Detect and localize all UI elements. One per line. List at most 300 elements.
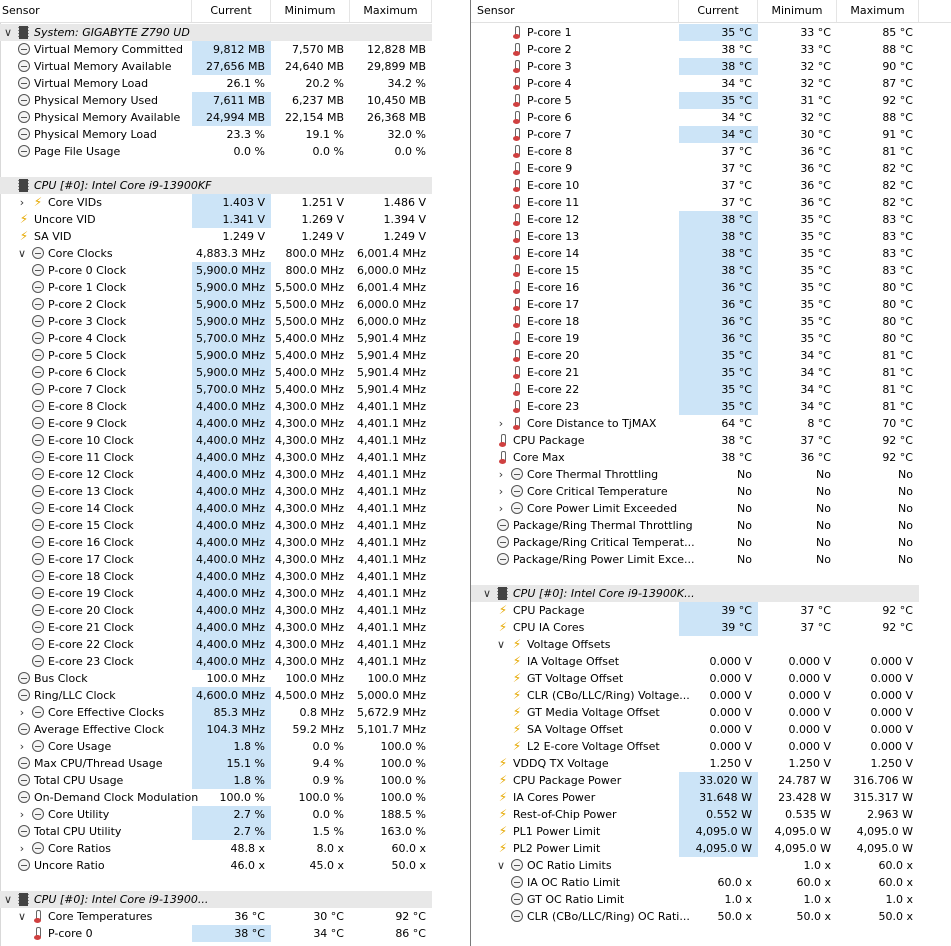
minimum-value: 30 °C — [313, 910, 344, 923]
bolt-icon: ⚡ — [498, 756, 508, 770]
maximum-value: 82 °C — [882, 179, 913, 192]
sensor-name-cell — [0, 483, 192, 500]
row-spacer — [471, 568, 919, 585]
current-value: 15.1 % — [192, 755, 271, 772]
expand-chevron-icon[interactable]: › — [498, 502, 504, 515]
maximum-value: 4,401.1 MHz — [356, 638, 426, 651]
sensor-row[interactable] — [0, 92, 432, 109]
current-value: 1.249 V — [222, 230, 265, 243]
sensor-row[interactable] — [471, 738, 919, 755]
sensor-row[interactable] — [0, 738, 432, 755]
therm-icon — [511, 43, 523, 56]
header-current[interactable]: Current — [679, 0, 758, 22]
sensor-row[interactable] — [0, 245, 432, 262]
minimum-value: 4,300.0 MHz — [274, 655, 344, 668]
maximum-value: 0.000 V — [870, 655, 913, 668]
minimum-value: 5,500.0 MHz — [274, 281, 344, 294]
clock-icon — [32, 604, 44, 616]
sensor-row[interactable] — [471, 806, 919, 823]
maximum-value: 5,901.4 MHz — [356, 383, 426, 396]
sensor-row[interactable] — [0, 194, 432, 211]
maximum-value: 6,001.4 MHz — [356, 247, 426, 260]
expand-chevron-icon[interactable]: › — [19, 706, 25, 719]
header-sensor[interactable]: Sensor — [471, 0, 679, 22]
therm-icon — [511, 179, 523, 192]
minimum-value: 0.000 V — [788, 655, 831, 668]
maximum-value: No — [898, 485, 913, 498]
minimum-value: 23.428 W — [778, 791, 831, 804]
sensor-row[interactable] — [471, 211, 919, 228]
maximum-value: 1.250 V — [870, 757, 913, 770]
bolt-icon: ⚡ — [498, 824, 508, 838]
maximum-value: 0.000 V — [870, 689, 913, 702]
current-value: 0.000 V — [709, 689, 752, 702]
minimum-value: 5,500.0 MHz — [274, 315, 344, 328]
sensor-row[interactable] — [471, 262, 919, 279]
sensor-row[interactable] — [0, 279, 432, 296]
sensor-row[interactable] — [0, 483, 432, 500]
sensor-row[interactable] — [471, 619, 919, 636]
clock-icon — [511, 910, 523, 922]
sensor-row[interactable] — [471, 75, 919, 92]
header-maximum[interactable]: Maximum — [837, 0, 919, 22]
current-value: 35 °C — [679, 347, 758, 364]
maximum-value: 1.249 V — [383, 230, 426, 243]
clock-icon — [497, 536, 509, 548]
sensor-row[interactable] — [471, 330, 919, 347]
sensor-group-header[interactable] — [471, 585, 919, 602]
expand-chevron-icon[interactable]: › — [19, 196, 25, 209]
sensor-row[interactable] — [471, 755, 919, 772]
sensor-row[interactable] — [471, 126, 919, 143]
bolt-icon: ⚡ — [498, 807, 508, 821]
expand-chevron-icon[interactable]: › — [19, 740, 25, 753]
collapse-chevron-icon[interactable]: ∨ — [3, 893, 13, 906]
minimum-value: 33 °C — [800, 43, 831, 56]
sensor-name-cell — [0, 823, 192, 840]
sensor-label: Core Distance to TjMAX — [527, 417, 657, 430]
minimum-value: 45.0 x — [309, 859, 344, 872]
maximum-value: 100.0 % — [380, 774, 426, 787]
maximum-value: 88 °C — [882, 43, 913, 56]
current-value: 34 °C — [679, 126, 758, 143]
sensor-row[interactable] — [0, 262, 432, 279]
sensor-label: CPU Package Power — [513, 774, 622, 787]
sensor-name-cell — [0, 296, 192, 313]
header-minimum[interactable]: Minimum — [758, 0, 837, 22]
maximum-value: 4,095.0 W — [856, 825, 913, 838]
sensor-row[interactable] — [0, 228, 432, 245]
current-value: 37 °C — [721, 179, 752, 192]
sensor-label: Core Clocks — [48, 247, 113, 260]
maximum-value: 4,401.1 MHz — [356, 553, 426, 566]
sensor-name-cell — [0, 177, 212, 194]
sensor-row[interactable] — [471, 636, 919, 653]
sensor-row[interactable] — [0, 755, 432, 772]
sensor-group-header[interactable] — [0, 24, 432, 41]
current-value: 36 °C — [679, 313, 758, 330]
maximum-value: 4,401.1 MHz — [356, 621, 426, 634]
sensor-label: P-core 0 Clock — [48, 264, 127, 277]
clock-icon — [32, 315, 44, 327]
sensor-name-cell — [471, 313, 679, 330]
sensor-row[interactable] — [471, 687, 919, 704]
minimum-value: 0.0 % — [312, 145, 344, 158]
minimum-value: 7,570 MB — [291, 43, 344, 56]
sensor-label: E-core 13 Clock — [48, 485, 134, 498]
sensor-row[interactable] — [471, 908, 919, 925]
sensor-name-cell — [0, 840, 192, 857]
sensor-name-cell — [471, 857, 679, 874]
sensor-row[interactable] — [0, 908, 432, 925]
clock-icon — [18, 791, 30, 803]
sensor-label: P-core 7 Clock — [48, 383, 127, 396]
sensor-row[interactable] — [0, 585, 432, 602]
clock-icon — [32, 451, 44, 463]
sensor-row[interactable] — [0, 568, 432, 585]
current-value: 27,656 MB — [192, 58, 271, 75]
clock-icon — [18, 145, 30, 157]
maximum-value: 32.0 % — [387, 128, 426, 141]
current-value: 38 °C — [721, 451, 752, 464]
sensor-row[interactable] — [0, 432, 432, 449]
minimum-value: 35 °C — [800, 213, 831, 226]
minimum-value: 0.535 W — [785, 808, 831, 821]
maximum-value: 5,000.0 MHz — [356, 689, 426, 702]
maximum-value: 60.0 x — [878, 876, 913, 889]
sensor-name-cell — [471, 517, 693, 534]
sensor-row[interactable] — [471, 143, 919, 160]
minimum-value: 0.000 V — [788, 689, 831, 702]
sensor-row[interactable] — [0, 619, 432, 636]
collapse-chevron-icon[interactable]: ∨ — [496, 638, 506, 651]
header-current[interactable]: Current — [192, 0, 271, 22]
bolt-icon: ⚡ — [498, 620, 508, 634]
clock-icon — [497, 553, 509, 565]
chip-icon — [18, 179, 30, 192]
sensor-name-cell — [471, 874, 679, 891]
sensor-row[interactable] — [0, 670, 432, 687]
sensor-row[interactable] — [471, 41, 919, 58]
sensor-row[interactable] — [0, 653, 432, 670]
sensor-name-cell — [471, 92, 679, 109]
clock-icon — [511, 485, 523, 497]
sensor-label: Bus Clock — [34, 672, 88, 685]
collapse-chevron-icon[interactable]: ∨ — [482, 587, 492, 600]
current-value: 4,400.0 MHz — [192, 517, 271, 534]
sensor-row[interactable] — [0, 415, 432, 432]
sensor-name-cell — [471, 449, 679, 466]
expand-chevron-icon[interactable]: › — [19, 842, 25, 855]
minimum-value: 5,400.0 MHz — [274, 349, 344, 362]
sensor-row[interactable] — [0, 41, 432, 58]
minimum-value: 35 °C — [800, 332, 831, 345]
sensor-row[interactable] — [471, 398, 919, 415]
sensor-row[interactable] — [471, 92, 919, 109]
clock-icon — [32, 468, 44, 480]
sensor-label: IA Voltage Offset — [527, 655, 620, 668]
sensor-name-cell — [471, 262, 679, 279]
sensor-row[interactable] — [0, 398, 432, 415]
sensor-row[interactable] — [471, 466, 919, 483]
sensor-name-cell — [471, 670, 679, 687]
sensor-name-cell — [471, 687, 690, 704]
sensor-row[interactable] — [471, 58, 919, 75]
collapse-chevron-icon[interactable]: ∨ — [17, 247, 27, 260]
clock-icon — [18, 723, 30, 735]
sensor-row[interactable] — [471, 296, 919, 313]
sensor-row[interactable] — [471, 449, 919, 466]
sensor-row[interactable] — [471, 534, 919, 551]
sensor-name-cell — [471, 653, 679, 670]
sensor-name-cell — [471, 126, 679, 143]
current-value: 39 °C — [679, 619, 758, 636]
sensor-label: Core Max — [513, 451, 565, 464]
minimum-value: 1.269 V — [301, 213, 344, 226]
sensor-label: E-core 19 — [527, 332, 580, 345]
sensor-label: E-core 12 Clock — [48, 468, 134, 481]
sensor-name-cell — [0, 687, 192, 704]
sensor-label: Rest-of-Chip Power — [513, 808, 617, 821]
sensor-row[interactable] — [471, 228, 919, 245]
sensor-row[interactable] — [471, 109, 919, 126]
sensor-name-cell — [0, 143, 192, 160]
expand-chevron-icon[interactable]: › — [498, 468, 504, 481]
expand-chevron-icon[interactable]: › — [498, 417, 504, 430]
sensor-group-header[interactable] — [0, 177, 432, 194]
sensor-row[interactable] — [471, 653, 919, 670]
current-value: 7,611 MB — [192, 92, 271, 109]
sensor-row[interactable] — [0, 381, 432, 398]
current-value: 0.000 V — [709, 655, 752, 668]
sensor-name-cell — [471, 704, 679, 721]
sensor-label: E-core 16 — [527, 281, 580, 294]
sensor-row[interactable] — [0, 126, 432, 143]
sensor-row[interactable] — [471, 415, 919, 432]
header-minimum[interactable]: Minimum — [271, 0, 350, 22]
maximum-value: 34.2 % — [387, 77, 426, 90]
sensor-row[interactable] — [471, 602, 919, 619]
sensor-row[interactable] — [0, 704, 432, 721]
expand-chevron-icon[interactable]: › — [498, 485, 504, 498]
clock-icon — [32, 383, 44, 395]
sensor-name-cell — [0, 313, 192, 330]
sensor-row[interactable] — [0, 517, 432, 534]
minimum-value: 1.250 V — [788, 757, 831, 770]
sensor-name-cell — [0, 789, 199, 806]
sensor-label: P-core 2 Clock — [48, 298, 127, 311]
sensor-row[interactable] — [0, 823, 432, 840]
expand-chevron-icon[interactable]: › — [19, 808, 25, 821]
sensor-row[interactable] — [471, 517, 919, 534]
sensor-name-cell — [0, 670, 192, 687]
sensor-row[interactable] — [471, 772, 919, 789]
sensor-row[interactable] — [0, 534, 432, 551]
sensor-row[interactable] — [471, 279, 919, 296]
minimum-value: 35 °C — [800, 264, 831, 277]
sensor-pane-left[interactable] — [0, 0, 432, 946]
current-value: 2.7 % — [192, 823, 271, 840]
maximum-value: 92 °C — [882, 604, 913, 617]
current-value: 26.1 % — [226, 77, 265, 90]
sensor-row[interactable] — [0, 211, 432, 228]
maximum-value: 80 °C — [882, 332, 913, 345]
current-value: 39 °C — [679, 602, 758, 619]
sensor-name-cell — [471, 483, 679, 500]
sensor-row[interactable] — [0, 109, 432, 126]
header-maximum[interactable]: Maximum — [350, 0, 432, 22]
minimum-value: No — [816, 553, 831, 566]
sensor-name-cell — [0, 58, 192, 75]
sensor-row[interactable] — [0, 75, 432, 92]
sensor-label: P-core 3 Clock — [48, 315, 127, 328]
current-value: 34 °C — [721, 111, 752, 124]
sensor-row[interactable] — [471, 160, 919, 177]
sensor-row[interactable] — [0, 296, 432, 313]
minimum-value: 32 °C — [800, 77, 831, 90]
sensor-row[interactable] — [0, 313, 432, 330]
maximum-value: 1.394 V — [383, 213, 426, 226]
maximum-value: 60.0 x — [878, 859, 913, 872]
sensor-row[interactable] — [471, 789, 919, 806]
minimum-value: 35 °C — [800, 230, 831, 243]
clock-icon — [18, 128, 30, 140]
therm-icon — [511, 383, 523, 396]
bolt-icon: ⚡ — [19, 212, 29, 226]
maximum-value: 4,401.1 MHz — [356, 536, 426, 549]
sensor-label: E-core 15 Clock — [48, 519, 134, 532]
minimum-value: 34 °C — [800, 400, 831, 413]
maximum-value: 29,899 MB — [366, 60, 426, 73]
sensor-name-cell — [471, 364, 679, 381]
header-sensor[interactable]: Sensor — [0, 0, 192, 22]
sensor-row[interactable] — [471, 551, 919, 568]
sensor-row[interactable] — [0, 449, 432, 466]
sensor-pane-right[interactable] — [470, 0, 951, 946]
maximum-value: 0.000 V — [870, 740, 913, 753]
sensor-row[interactable] — [0, 806, 432, 823]
clock-icon — [32, 247, 44, 259]
maximum-value: 0.000 V — [870, 723, 913, 736]
sensor-row[interactable] — [471, 381, 919, 398]
minimum-value: 8 °C — [807, 417, 831, 430]
sensor-row[interactable] — [471, 313, 919, 330]
collapse-chevron-icon[interactable]: ∨ — [3, 26, 13, 39]
sensor-label: Total CPU Utility — [34, 825, 122, 838]
sensor-name-cell — [0, 857, 192, 874]
sensor-label: P-core 4 Clock — [48, 332, 127, 345]
sensor-name-cell — [0, 738, 192, 755]
therm-icon — [511, 111, 523, 124]
current-value: 1.8 % — [192, 738, 271, 755]
minimum-value: 4,300.0 MHz — [274, 519, 344, 532]
sensor-row[interactable] — [0, 500, 432, 517]
sensor-name-cell — [471, 279, 679, 296]
sensor-row[interactable] — [0, 636, 432, 653]
sensor-group-header[interactable] — [0, 891, 432, 908]
maximum-value: 80 °C — [882, 315, 913, 328]
therm-icon — [32, 927, 44, 940]
sensor-row[interactable] — [471, 670, 919, 687]
therm-icon — [511, 315, 523, 328]
sensor-row[interactable] — [0, 840, 432, 857]
sensor-row[interactable] — [471, 364, 919, 381]
maximum-value: 0.000 V — [870, 672, 913, 685]
sensor-name-cell — [471, 755, 679, 772]
sensor-row[interactable] — [0, 857, 432, 874]
current-value: 4,400.0 MHz — [192, 551, 271, 568]
sensor-row[interactable] — [0, 58, 432, 75]
sensor-row[interactable] — [0, 721, 432, 738]
sensor-row[interactable] — [471, 857, 919, 874]
sensor-row[interactable] — [471, 194, 919, 211]
current-value: 38 °C — [721, 43, 752, 56]
sensor-label: Package/Ring Power Limit Exce... — [513, 553, 695, 566]
maximum-value: 0.0 % — [394, 145, 426, 158]
sensor-name-cell — [471, 415, 679, 432]
sensor-row[interactable] — [0, 789, 432, 806]
minimum-value: 4,300.0 MHz — [274, 604, 344, 617]
sensor-row[interactable] — [471, 177, 919, 194]
sensor-name-cell — [471, 619, 679, 636]
sensor-label: E-core 17 — [527, 298, 580, 311]
sensor-row[interactable] — [471, 874, 919, 891]
minimum-value: 4,300.0 MHz — [274, 434, 344, 447]
sensor-name-cell — [471, 24, 679, 41]
sensor-row[interactable] — [471, 704, 919, 721]
sensor-row[interactable] — [471, 347, 919, 364]
sensor-row[interactable] — [0, 772, 432, 789]
sensor-row[interactable] — [0, 330, 432, 347]
sensor-row[interactable] — [471, 432, 919, 449]
collapse-chevron-icon[interactable]: ∨ — [17, 910, 27, 923]
maximum-value: 81 °C — [882, 366, 913, 379]
sensor-row[interactable] — [0, 925, 432, 942]
sensor-row[interactable] — [0, 551, 432, 568]
minimum-value: 4,500.0 MHz — [274, 689, 344, 702]
sensor-row[interactable] — [0, 466, 432, 483]
sensor-row[interactable] — [471, 483, 919, 500]
sensor-row[interactable] — [471, 245, 919, 262]
sensor-name-cell — [0, 126, 192, 143]
sensor-row[interactable] — [471, 24, 919, 41]
bolt-icon: ⚡ — [512, 705, 522, 719]
sensor-name-cell — [471, 602, 679, 619]
maximum-value: 81 °C — [882, 400, 913, 413]
maximum-value: 188.5 % — [380, 808, 426, 821]
sensor-row[interactable] — [0, 347, 432, 364]
clock-icon — [511, 468, 523, 480]
bolt-icon: ⚡ — [512, 654, 522, 668]
sensor-row[interactable] — [471, 891, 919, 908]
clock-icon — [511, 876, 523, 888]
collapse-chevron-icon[interactable]: ∨ — [496, 859, 506, 872]
maximum-value: 6,000.0 MHz — [356, 315, 426, 328]
sensor-row[interactable] — [0, 687, 432, 704]
sensor-row[interactable] — [471, 840, 919, 857]
sensor-row[interactable] — [471, 721, 919, 738]
minimum-value: 1.0 x — [803, 859, 831, 872]
maximum-value: No — [898, 519, 913, 532]
sensor-row[interactable] — [0, 143, 432, 160]
sensor-row[interactable] — [471, 823, 919, 840]
sensor-row[interactable] — [0, 364, 432, 381]
sensor-row[interactable] — [471, 500, 919, 517]
sensor-row[interactable] — [0, 602, 432, 619]
maximum-value: 6,000.0 MHz — [356, 298, 426, 311]
sensor-label: Uncore Ratio — [34, 859, 105, 872]
sensor-name-cell — [0, 279, 192, 296]
